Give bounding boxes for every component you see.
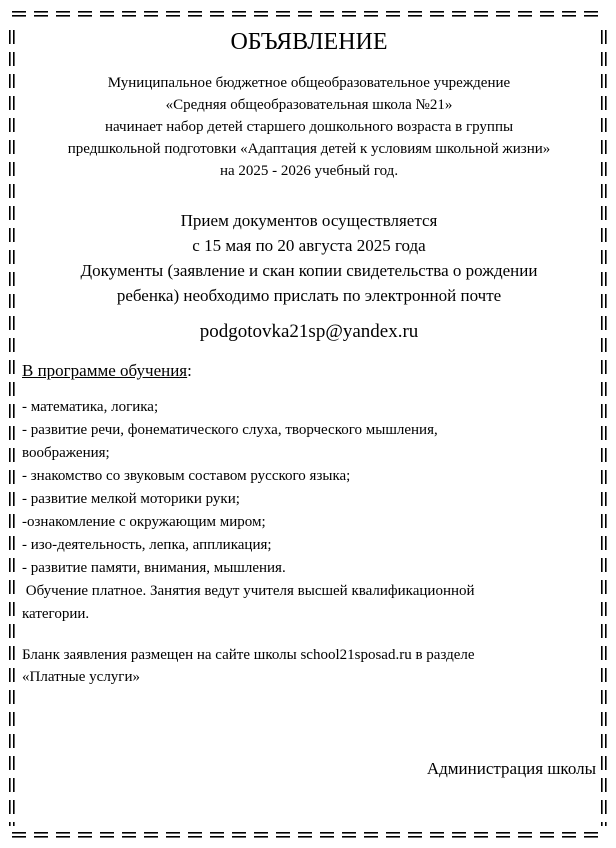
- border-dash: [601, 734, 603, 748]
- border-dash: [601, 492, 603, 506]
- border-dash: [605, 382, 607, 396]
- border-dash: [9, 712, 11, 726]
- border-dash: [9, 74, 11, 88]
- border-dash: [100, 15, 114, 17]
- border-dash: [601, 360, 603, 374]
- border-dash: [430, 832, 444, 834]
- border-dash: [605, 602, 607, 616]
- border-dash: [496, 15, 510, 17]
- border-dash: [605, 470, 607, 484]
- border-dash: [9, 470, 11, 484]
- border-dash: [166, 832, 180, 834]
- border-dash: [13, 316, 15, 330]
- border-dash: [605, 228, 607, 242]
- border-dash: [13, 668, 15, 682]
- border-dash: [13, 734, 15, 748]
- announcement-title: ОБЪЯВЛЕНИЕ: [230, 29, 388, 55]
- border-dash: [605, 184, 607, 198]
- border-dash: [78, 832, 92, 834]
- border-dash: [100, 11, 114, 13]
- border-dash: [320, 11, 334, 13]
- border-dash: [78, 11, 92, 13]
- border-dash: [188, 15, 202, 17]
- border-dash: [342, 836, 356, 838]
- intro-line: Муниципальное бюджетное общеобразовательное учреждение: [107, 75, 511, 91]
- border-dash: [601, 536, 603, 550]
- border-dash: [605, 712, 607, 726]
- intro-line: на 2025 - 2026 учебный год.: [219, 163, 399, 179]
- border-dash: [386, 11, 400, 13]
- border-dash: [605, 536, 607, 550]
- border-dash: [232, 832, 246, 834]
- border-dash: [13, 514, 15, 528]
- program-heading-text: В программе обучения: [22, 361, 188, 380]
- program-item: - развитие мелкой моторики руки;: [22, 491, 240, 507]
- program-item: Обучение платное. Занятия ведут учителя высшей квалификационной: [22, 583, 475, 599]
- border-dash: [605, 822, 607, 826]
- border-dash: [601, 558, 603, 572]
- border-dash: [452, 15, 466, 17]
- border-dash: [12, 15, 26, 17]
- border-dash: [276, 11, 290, 13]
- border-dash: [298, 15, 312, 17]
- border-dash: [13, 778, 15, 792]
- border-dash: [496, 836, 510, 838]
- border-dash: [601, 778, 603, 792]
- border-dash: [601, 228, 603, 242]
- border-dash: [13, 96, 15, 110]
- border-right: [601, 30, 607, 826]
- program-item: - знакомство со звуковым составом русского языка;: [22, 468, 351, 484]
- program-item: категории.: [22, 606, 90, 622]
- border-dash: [518, 15, 532, 17]
- border-dash: [13, 250, 15, 264]
- border-dash: [232, 15, 246, 17]
- border-dash: [601, 800, 603, 814]
- intro-block: [22, 72, 596, 182]
- border-dash: [254, 15, 268, 17]
- border-dash: [13, 602, 15, 616]
- border-dash: [276, 832, 290, 834]
- border-dash: [601, 162, 603, 176]
- border-dash: [13, 162, 15, 176]
- border-dash: [13, 118, 15, 132]
- border-dash: [601, 382, 603, 396]
- border-dash: [9, 536, 11, 550]
- border-dash: [13, 712, 15, 726]
- border-dash: [13, 448, 15, 462]
- border-dash: [9, 30, 11, 44]
- border-dash: [540, 832, 554, 834]
- border-dash: [13, 624, 15, 638]
- border-dash: [601, 602, 603, 616]
- border-dash: [144, 836, 158, 838]
- border-dash: [601, 646, 603, 660]
- border-dash: [9, 140, 11, 154]
- border-dash: [562, 15, 576, 17]
- program-item: - развитие памяти, внимания, мышления.: [22, 560, 286, 576]
- border-dash: [605, 624, 607, 638]
- border-dash: [34, 15, 48, 17]
- border-dash: [122, 836, 136, 838]
- border-dash: [408, 15, 422, 17]
- border-dash: [298, 836, 312, 838]
- border-dash: [430, 11, 444, 13]
- border-dash: [605, 404, 607, 418]
- intro-line: начинает набор детей старшего дошкольного возраста в группы: [104, 119, 514, 135]
- border-dash: [364, 836, 378, 838]
- border-dash: [601, 316, 603, 330]
- border-dash: [540, 836, 554, 838]
- border-dash: [13, 272, 15, 286]
- border-dash: [601, 404, 603, 418]
- program-item: - развитие речи, фонематического слуха, творческого мышления,: [22, 422, 438, 438]
- border-dash: [605, 74, 607, 88]
- border-dash: [9, 580, 11, 594]
- intro-line: предшкольной подготовки «Адаптация детей к условиям школьной жизни»: [67, 141, 551, 157]
- border-dash: [408, 832, 422, 834]
- border-dash: [584, 11, 598, 13]
- border-dash: [122, 15, 136, 17]
- border-dash: [56, 15, 70, 17]
- border-dash: [9, 448, 11, 462]
- border-dash: [452, 836, 466, 838]
- border-dash: [605, 338, 607, 352]
- border-dash: [605, 734, 607, 748]
- border-dash: [144, 15, 158, 17]
- border-dash: [601, 470, 603, 484]
- border-dash: [452, 832, 466, 834]
- border-dash: [601, 96, 603, 110]
- border-dash: [364, 832, 378, 834]
- border-dash: [605, 646, 607, 660]
- border-dash: [540, 11, 554, 13]
- border-dash: [9, 250, 11, 264]
- border-dash: [9, 734, 11, 748]
- border-dash: [452, 11, 466, 13]
- border-dash: [56, 836, 70, 838]
- border-dash: [605, 316, 607, 330]
- border-dash: [601, 668, 603, 682]
- border-dash: [254, 836, 268, 838]
- border-dash: [210, 11, 224, 13]
- border-dash: [320, 836, 334, 838]
- border-dash: [34, 832, 48, 834]
- border-dash: [13, 184, 15, 198]
- border-dash: [144, 832, 158, 834]
- border-dash: [430, 836, 444, 838]
- border-dash: [601, 30, 603, 44]
- border-dash: [601, 580, 603, 594]
- border-dash: [496, 832, 510, 834]
- border-dash: [562, 11, 576, 13]
- border-dash: [601, 140, 603, 154]
- border-dash: [9, 668, 11, 682]
- border-dash: [188, 832, 202, 834]
- border-dash: [605, 294, 607, 308]
- border-dash: [100, 836, 114, 838]
- border-dash: [9, 228, 11, 242]
- border-dash: [9, 206, 11, 220]
- border-dash: [56, 832, 70, 834]
- border-dash: [474, 836, 488, 838]
- border-dash: [9, 624, 11, 638]
- border-dash: [601, 690, 603, 704]
- program-heading: [22, 360, 192, 382]
- border-dash: [320, 15, 334, 17]
- signature: Администрация школы: [426, 759, 596, 778]
- border-dash: [276, 836, 290, 838]
- border-dash: [13, 30, 15, 44]
- border-dash: [605, 118, 607, 132]
- program-item: - изо-деятельность, лепка, аппликация;: [22, 537, 272, 553]
- border-dash: [122, 832, 136, 834]
- border-dash: [386, 15, 400, 17]
- border-dash: [13, 492, 15, 506]
- border-dash: [166, 11, 180, 13]
- border-dash: [78, 15, 92, 17]
- border-dash: [13, 800, 15, 814]
- program-list: [22, 396, 596, 626]
- border-dash: [210, 836, 224, 838]
- border-dash: [13, 822, 15, 826]
- border-dash: [12, 832, 26, 834]
- border-dash: [584, 832, 598, 834]
- border-dash: [100, 832, 114, 834]
- border-dash: [605, 426, 607, 440]
- border-top: [12, 11, 598, 17]
- border-dash: [9, 118, 11, 132]
- border-dash: [605, 690, 607, 704]
- border-dash: [12, 11, 26, 13]
- border-dash: [605, 52, 607, 66]
- border-dash: [474, 832, 488, 834]
- application-line: «Платные услуги»: [22, 669, 140, 685]
- border-dash: [605, 492, 607, 506]
- border-dash: [601, 624, 603, 638]
- border-dash: [9, 52, 11, 66]
- border-dash: [605, 96, 607, 110]
- documents-line: с 15 мая по 20 августа 2025 года: [192, 236, 426, 255]
- contact-email: podgotovka21sp@yandex.ru: [199, 321, 419, 342]
- border-dash: [298, 11, 312, 13]
- border-dash: [166, 15, 180, 17]
- border-dash: [13, 426, 15, 440]
- border-dash: [9, 316, 11, 330]
- documents-block: [22, 208, 596, 308]
- border-dash: [12, 836, 26, 838]
- border-dash: [13, 558, 15, 572]
- border-dash: [13, 74, 15, 88]
- border-dash: [13, 404, 15, 418]
- border-dash: [474, 15, 488, 17]
- border-dash: [605, 360, 607, 374]
- border-dash: [254, 832, 268, 834]
- border-dash: [9, 778, 11, 792]
- border-dash: [9, 646, 11, 660]
- border-dash: [605, 778, 607, 792]
- border-dash: [601, 272, 603, 286]
- border-dash: [430, 15, 444, 17]
- intro-line: «Средняя общеобразовательная школа №21»: [165, 97, 453, 113]
- border-dash: [342, 15, 356, 17]
- application-line: Бланк заявления размещен на сайте школы school21sposad.ru в разделе: [22, 647, 475, 663]
- border-dash: [601, 184, 603, 198]
- border-dash: [584, 15, 598, 17]
- documents-line: Прием документов осуществляется: [180, 211, 438, 230]
- border-dash: [9, 404, 11, 418]
- border-dash: [13, 206, 15, 220]
- border-dash: [210, 15, 224, 17]
- border-dash: [601, 426, 603, 440]
- border-bottom: [12, 832, 598, 838]
- border-dash: [13, 756, 15, 770]
- border-dash: [364, 11, 378, 13]
- border-dash: [474, 11, 488, 13]
- border-dash: [144, 11, 158, 13]
- border-dash: [605, 162, 607, 176]
- border-dash: [13, 360, 15, 374]
- border-dash: [9, 294, 11, 308]
- border-dash: [364, 15, 378, 17]
- application-info: [22, 644, 596, 688]
- border-dash: [9, 338, 11, 352]
- border-dash: [562, 836, 576, 838]
- border-dash: [13, 294, 15, 308]
- border-left: [9, 30, 15, 826]
- program-heading-colon: :: [187, 361, 192, 380]
- documents-line: Документы (заявление и скан копии свидетельства о рождении: [80, 261, 538, 280]
- border-dash: [9, 756, 11, 770]
- border-dash: [408, 836, 422, 838]
- border-dash: [56, 11, 70, 13]
- border-dash: [9, 514, 11, 528]
- border-dash: [34, 11, 48, 13]
- program-item: -ознакомление с окружающим миром;: [22, 514, 266, 530]
- border-dash: [9, 162, 11, 176]
- border-dash: [210, 832, 224, 834]
- border-dash: [13, 228, 15, 242]
- border-dash: [254, 11, 268, 13]
- border-dash: [9, 558, 11, 572]
- border-dash: [13, 646, 15, 660]
- border-dash: [13, 382, 15, 396]
- border-dash: [601, 206, 603, 220]
- border-dash: [9, 272, 11, 286]
- border-dash: [605, 30, 607, 44]
- border-dash: [605, 140, 607, 154]
- border-dash: [78, 836, 92, 838]
- border-dash: [601, 118, 603, 132]
- border-dash: [601, 712, 603, 726]
- border-dash: [188, 11, 202, 13]
- border-dash: [13, 52, 15, 66]
- border-dash: [601, 822, 603, 826]
- border-dash: [605, 514, 607, 528]
- border-dash: [518, 836, 532, 838]
- border-dash: [9, 690, 11, 704]
- border-dash: [166, 836, 180, 838]
- border-dash: [13, 470, 15, 484]
- border-dash: [9, 822, 11, 826]
- border-dash: [9, 360, 11, 374]
- border-dash: [605, 448, 607, 462]
- border-dash: [13, 536, 15, 550]
- border-dash: [9, 382, 11, 396]
- border-dash: [122, 11, 136, 13]
- border-dash: [13, 140, 15, 154]
- border-dash: [601, 294, 603, 308]
- border-dash: [342, 11, 356, 13]
- border-dash: [13, 690, 15, 704]
- border-dash: [298, 832, 312, 834]
- border-dash: [34, 836, 48, 838]
- border-dash: [13, 338, 15, 352]
- border-dash: [605, 756, 607, 770]
- border-dash: [386, 832, 400, 834]
- border-dash: [605, 272, 607, 286]
- border-dash: [408, 11, 422, 13]
- border-dash: [605, 558, 607, 572]
- border-dash: [188, 836, 202, 838]
- border-dash: [518, 11, 532, 13]
- documents-line: ребенка) необходимо прислать по электронной почте: [116, 286, 502, 305]
- border-dash: [9, 184, 11, 198]
- border-dash: [232, 836, 246, 838]
- border-dash: [601, 448, 603, 462]
- border-dash: [605, 206, 607, 220]
- border-dash: [540, 15, 554, 17]
- border-dash: [601, 514, 603, 528]
- border-dash: [605, 800, 607, 814]
- border-dash: [386, 836, 400, 838]
- border-dash: [276, 15, 290, 17]
- border-dash: [496, 11, 510, 13]
- border-dash: [601, 338, 603, 352]
- border-dash: [518, 832, 532, 834]
- border-dash: [9, 96, 11, 110]
- border-dash: [9, 492, 11, 506]
- border-dash: [9, 800, 11, 814]
- border-dash: [605, 580, 607, 594]
- border-dash: [601, 52, 603, 66]
- border-dash: [13, 580, 15, 594]
- border-dash: [9, 602, 11, 616]
- border-dash: [320, 832, 334, 834]
- border-dash: [605, 668, 607, 682]
- border-dash: [9, 426, 11, 440]
- border-dash: [605, 250, 607, 264]
- program-item: воображения;: [22, 445, 110, 461]
- border-dash: [584, 836, 598, 838]
- border-dash: [562, 832, 576, 834]
- program-item: - математика, логика;: [22, 399, 159, 415]
- border-dash: [601, 756, 603, 770]
- border-dash: [232, 11, 246, 13]
- border-dash: [601, 250, 603, 264]
- border-dash: [342, 832, 356, 834]
- border-dash: [601, 74, 603, 88]
